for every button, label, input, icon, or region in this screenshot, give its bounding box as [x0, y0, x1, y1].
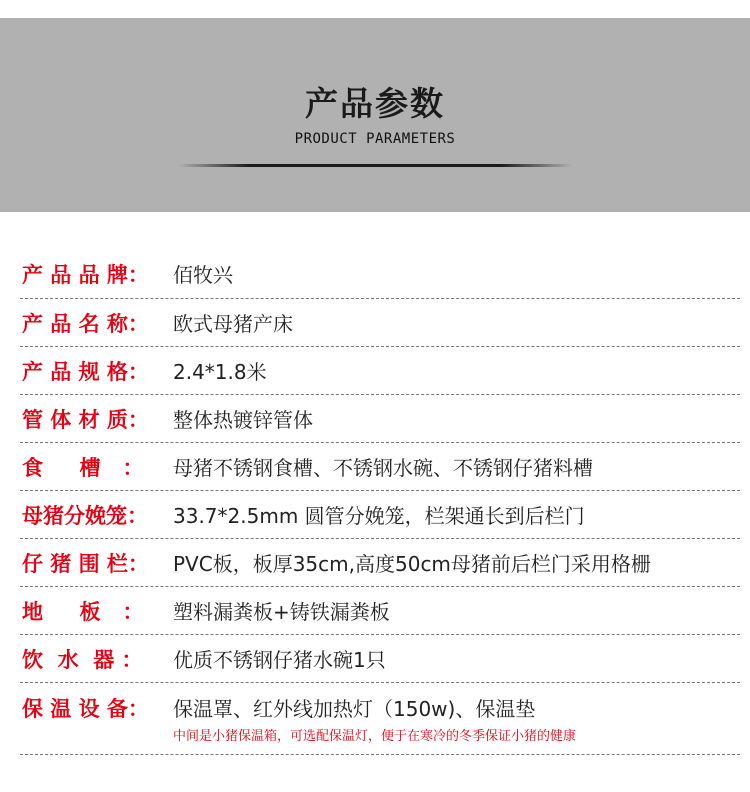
row-divider	[20, 394, 740, 395]
param-label: 食 槽 ：	[22, 456, 144, 480]
param-label: 饮 水 器 ：	[22, 648, 143, 672]
row-divider	[20, 538, 740, 539]
param-label: 产 品 名 称：	[22, 312, 149, 336]
top-margin	[0, 0, 750, 18]
param-value: 2.4*1.8米	[173, 360, 267, 384]
param-value: 塑料漏粪板+铸铁漏粪板	[173, 600, 390, 624]
param-value: 整体热镀锌管体	[173, 408, 313, 432]
param-value: 33.7*2.5mm 圆管分娩笼，栏架通长到后栏门	[173, 504, 585, 528]
param-label: 地 板 ：	[22, 600, 144, 624]
row-divider	[20, 298, 740, 299]
row-divider	[20, 442, 740, 443]
row-divider	[20, 346, 740, 347]
row-divider	[20, 634, 740, 635]
param-label: 母猪分娩笼：	[22, 504, 148, 528]
param-label: 仔 猪 围 栏：	[22, 552, 149, 576]
header-banner	[0, 18, 750, 212]
param-value: 优质不锈钢仔猪水碗1只	[173, 648, 386, 672]
row-divider	[20, 586, 740, 587]
page-title: 产品参数	[305, 84, 445, 123]
row-divider	[20, 754, 740, 755]
param-value: PVC板，板厚35cm,高度50cm母猪前后栏门采用格栅	[173, 552, 651, 576]
param-label: 产 品 品 牌：	[22, 263, 149, 287]
param-value: 保温罩、红外线加热灯（150w)、保温垫	[173, 697, 536, 721]
param-value: 欧式母猪产床	[173, 312, 293, 336]
row-divider	[20, 490, 740, 491]
param-label: 管 体 材 质：	[22, 408, 149, 432]
param-value: 佰牧兴	[173, 263, 233, 287]
param-value: 母猪不锈钢食槽、不锈钢水碗、不锈钢仔猪料槽	[173, 456, 593, 480]
param-label: 保 温 设 备：	[22, 697, 149, 721]
row-divider	[20, 682, 740, 683]
page-subtitle: PRODUCT PARAMETERS	[294, 131, 456, 147]
param-label: 产 品 规 格：	[22, 360, 149, 384]
title-underline	[178, 164, 572, 167]
param-note: 中间是小猪保温箱，可选配保温灯，便于在寒冷的冬季保证小猪的健康	[173, 729, 577, 744]
